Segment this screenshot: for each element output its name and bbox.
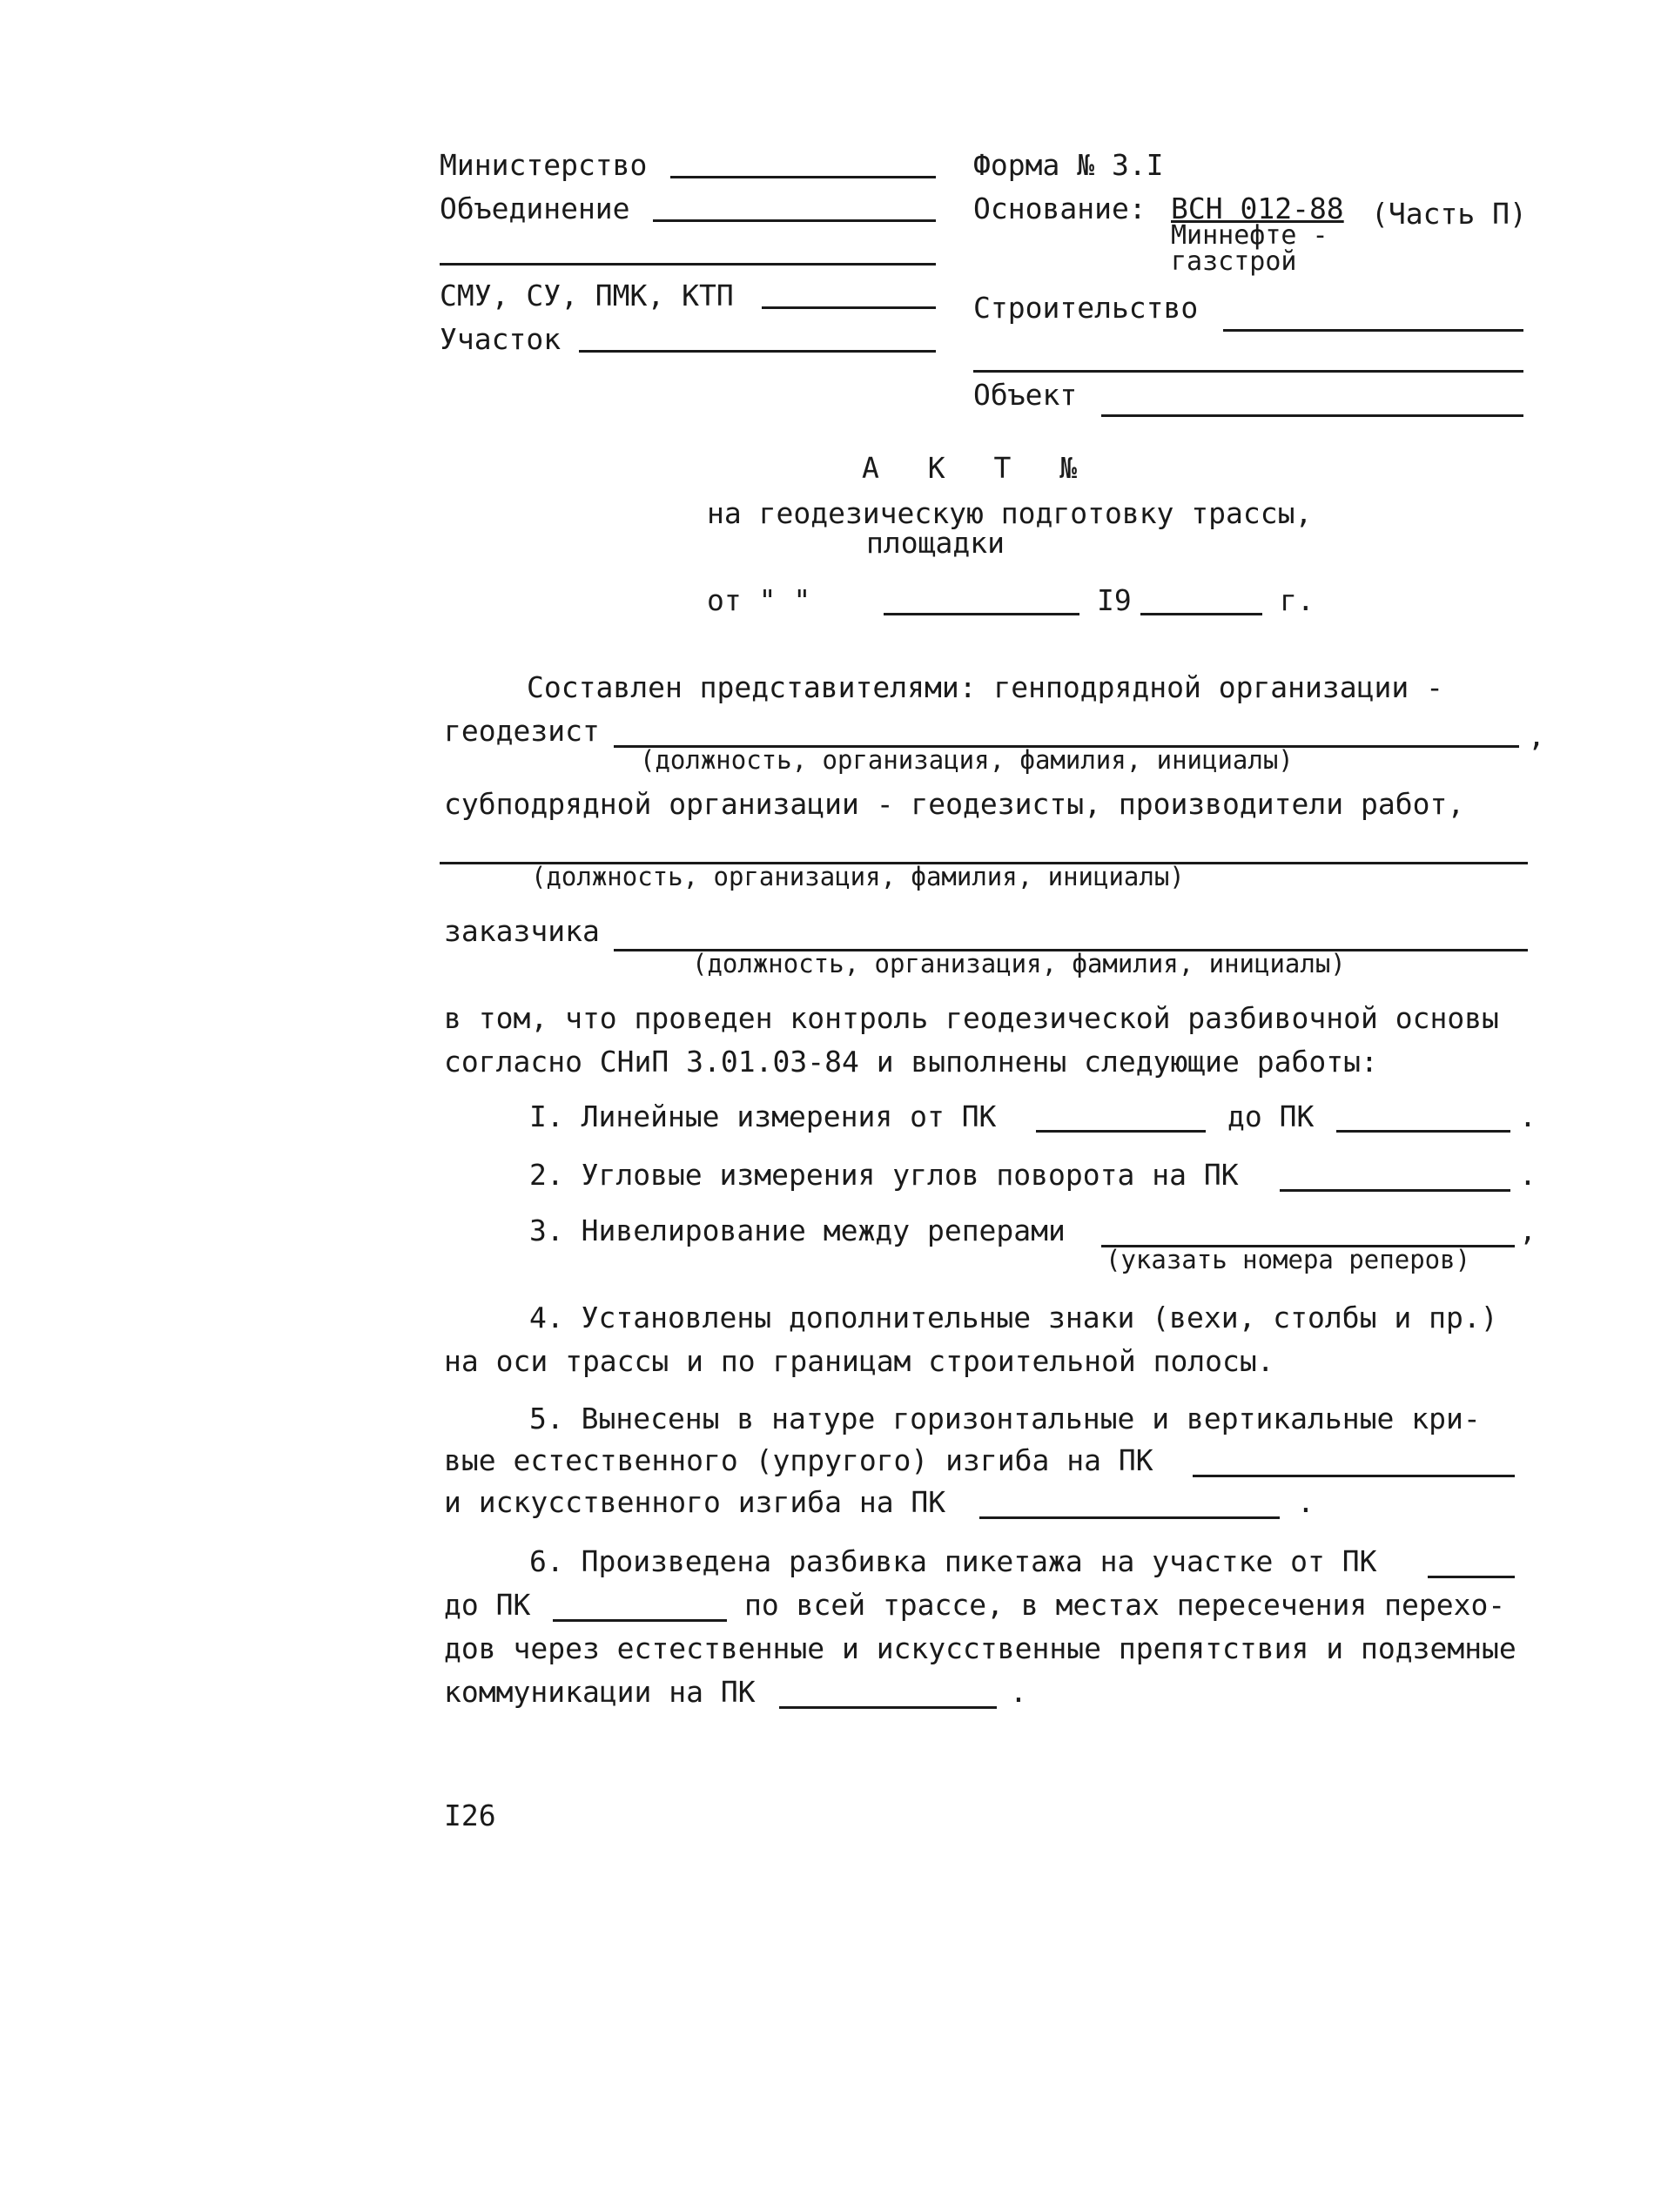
date-from: от " " [707, 583, 811, 617]
geodesist-caption: (должность, организация, фамилия, инициалы) [640, 745, 1294, 775]
basis-ministry-line-1: Миннефте - [1171, 220, 1328, 251]
association-label: Объединение [440, 192, 630, 225]
form-number: Форма № 3.I [973, 148, 1164, 182]
org-units-label: СМУ, СУ, ПМК, КТП [440, 279, 734, 313]
section-label: Участок [440, 322, 562, 356]
subcontractor-text: субподрядной организации - геодезисты, производители работ, [444, 787, 1465, 821]
item-2-field[interactable] [1280, 1189, 1510, 1192]
basis-ministry-line-2: газстрой [1171, 246, 1297, 277]
basis-label: Основание: [973, 192, 1147, 225]
item-5-line-1: 5. Вынесены в натуре горизонтальные и вертикальные кри- [529, 1402, 1481, 1435]
item-6-line-2: по всей трассе, в местах пересечения перехо- [744, 1588, 1506, 1622]
date-year-field[interactable] [1140, 613, 1262, 615]
basis-part: (Часть П) [1371, 197, 1527, 231]
org-units-field[interactable] [762, 306, 936, 309]
item-6-from-field[interactable] [1428, 1576, 1515, 1578]
act-subtitle-line-1: на геодезическую подготовку трассы, [707, 496, 1313, 530]
geodesist-label: геодезист [444, 714, 600, 748]
item-6-line-3: дов через естественные и искусственные препятствия и подземные [444, 1631, 1516, 1665]
act-title: А К Т № [862, 451, 1093, 485]
item-1-to-field[interactable] [1336, 1130, 1510, 1133]
construction-label: Строительство [973, 291, 1199, 325]
item-3-caption: (указать номера реперов) [1106, 1245, 1471, 1274]
act-subtitle-line-2: площадки [866, 526, 1005, 560]
item-6-to-field[interactable] [553, 1619, 727, 1622]
construction-field[interactable] [1223, 329, 1523, 332]
item-6-dot: . [1010, 1675, 1027, 1709]
customer-caption: (должность, организация, фамилия, инициалы) [692, 949, 1346, 978]
date-year-prefix: I9 [1097, 583, 1132, 617]
item-2-text: 2. Угловые измерения углов поворота на ПК [529, 1158, 1239, 1192]
subcontractor-caption: (должность, организация, фамилия, инициалы) [531, 862, 1185, 891]
association-field-extra[interactable] [440, 263, 936, 266]
item-3-comma: , [1519, 1214, 1537, 1247]
item-5-natural-bend-field[interactable] [1193, 1475, 1515, 1477]
item-5-dot: . [1297, 1485, 1315, 1519]
item-1-from-field[interactable] [1036, 1130, 1206, 1133]
item-5-artificial-bend-field[interactable] [979, 1516, 1280, 1519]
customer-label: заказчика [444, 914, 600, 948]
item-1-text: I. Линейные измерения от ПК [529, 1099, 997, 1133]
ministry-field[interactable] [670, 176, 936, 178]
date-suffix: г. [1280, 583, 1315, 617]
construction-field-extra[interactable] [973, 370, 1523, 373]
item-6-line-4: коммуникации на ПК [444, 1675, 756, 1709]
item-6-line-1: 6. Произведена разбивка пикетажа на участке от ПК [529, 1544, 1377, 1578]
ministry-label: Министерство [440, 148, 648, 182]
object-field[interactable] [1101, 414, 1523, 417]
item-1-dot: . [1519, 1099, 1537, 1133]
association-field[interactable] [653, 219, 936, 222]
item-4-line-2: на оси трассы и по границам строительной полосы. [444, 1344, 1274, 1378]
geodesist-comma: , [1528, 719, 1545, 753]
item-6-communications-field[interactable] [779, 1706, 997, 1709]
item-5-line-2: вые естественного (упругого) изгиба на ПК [444, 1443, 1153, 1477]
item-3-text: 3. Нивелирование между реперами [529, 1214, 1066, 1247]
statement-line-2: согласно СНиП 3.01.03-84 и выполнены следующие работы: [444, 1045, 1378, 1079]
statement-line-1: в том, что проведен контроль геодезической разбивочной основы [444, 1001, 1499, 1035]
item-1-to-label: до ПК [1227, 1099, 1315, 1133]
item-2-dot: . [1519, 1158, 1537, 1192]
date-day-month-field[interactable] [884, 613, 1079, 615]
section-field[interactable] [579, 350, 936, 353]
item-5-line-3: и искусственного изгиба на ПК [444, 1485, 946, 1519]
basis-doc: ВСН 012-88 [1171, 192, 1344, 225]
composed-by-text: Составлен представителями: генподрядной организации - [527, 670, 1443, 704]
page-number: I26 [444, 1799, 496, 1832]
object-label: Объект [973, 378, 1078, 412]
item-6-to-label: до ПК [444, 1588, 531, 1622]
item-4-line-1: 4. Установлены дополнительные знаки (вехи, столбы и пр.) [529, 1301, 1498, 1335]
